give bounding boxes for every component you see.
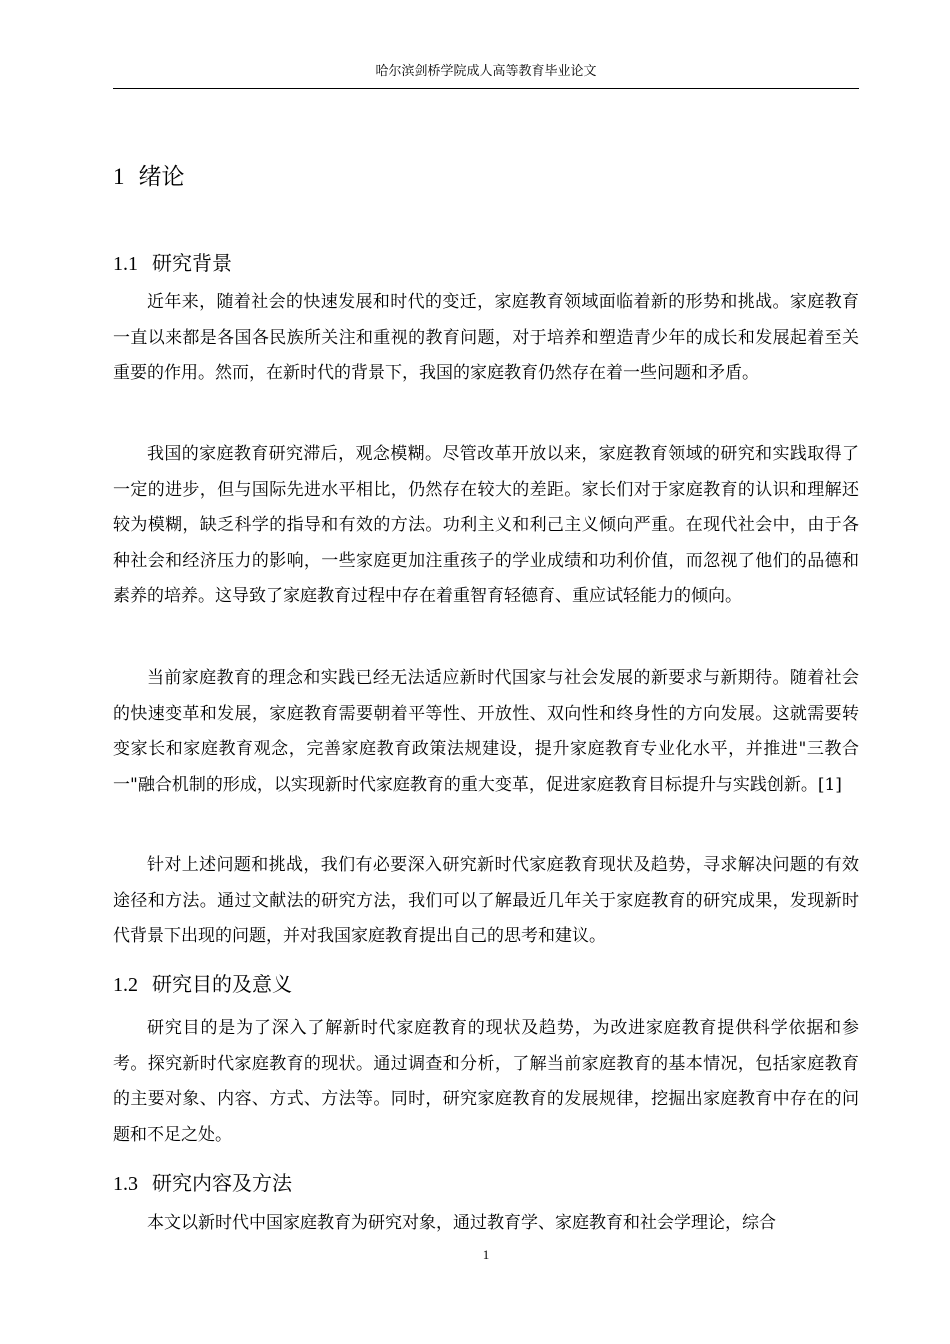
section-title-text: 研究背景 (152, 251, 232, 275)
paragraph: 近年来，随着社会的快速发展和时代的变迁，家庭教育领域面临着新的形势和挑战。家庭教育一直以来都是各国各民族所关注和重视的教育问题，对于培养和塑造青少年的成长和发展起着至关重要的作用。然而，在新时代的背景下，我国的家庭教育仍然存在着一些问题和矛盾。 (113, 292, 859, 383)
paragraph: 本文以新时代中国家庭教育为研究对象，通过教育学、家庭教育和社会学理论，综合 (147, 1213, 776, 1233)
section-title-1-3 (113, 1168, 292, 1199)
section-number: 1.2 (113, 974, 138, 996)
chapter-title-text: 绪论 (138, 164, 185, 190)
paragraph: 研究目的是为了深入了解新时代家庭教育的现状及趋势，为改进家庭教育提供科学依据和参考。探究新时代家庭教育的现状。通过调查和分析，了解当前家庭教育的基本情况，包括家庭教育的主要对象、内容、方式、方法等。同时，研究家庭教育的发展规律，挖掘出家庭教育中存在的问题和不足之处。 (113, 1018, 859, 1145)
paragraph: 我国的家庭教育研究滞后，观念模糊。尽管改革开放以来，家庭教育领域的研究和实践取得了一定的进步，但与国际先进水平相比，仍然存在较大的差距。家长们对于家庭教育的认识和理解还较为模糊，缺乏科学的指导和有效的方法。功利主义和利己主义倾向严重。在现代社会中，由于各种社会和经济压力的影响，一些家庭更加注重孩子的学业成绩和功利价值，而忽视了他们的品德和素养的培养。这导致了家庭教育过程中存在着重智育轻德育、重应试轻能力的倾向。 (113, 444, 859, 606)
page-number: 1 (482, 1247, 490, 1262)
running-header: 哈尔滨剑桥学院成人高等教育毕业论文 (375, 64, 597, 79)
section-title-1-2 (113, 969, 292, 1000)
section-title-1-1 (113, 248, 232, 279)
paragraph: 当前家庭教育的理念和实践已经无法适应新时代国家与社会发展的新要求与新期待。随着社会的快速变革和发展，家庭教育需要朝着平等性、开放性、双向性和终身性的方向发展。这就需要转变家长和家庭教育观念，完善家庭教育政策法规建设，提升家庭教育专业化水平，并推进"三教合一"融合机制的形成，以实现新时代家庭教育的重大变革，促进家庭教育目标提升与实践创新。[1] (113, 668, 859, 795)
section-title-text: 研究目的及意义 (152, 972, 292, 996)
chapter-title (113, 160, 185, 194)
header-rule (113, 88, 859, 89)
chapter-number: 1 (113, 164, 125, 189)
paragraph: 针对上述问题和挑战，我们有必要深入研究新时代家庭教育现状及趋势，寻求解决问题的有效途径和方法。通过文献法的研究方法，我们可以了解最近几年关于家庭教育的研究成果，发现新时代背景下出现的问题，并对我国家庭教育提出自己的思考和建议。 (113, 855, 859, 946)
section-number: 1.3 (113, 1173, 138, 1195)
section-title-text: 研究内容及方法 (152, 1171, 292, 1195)
section-number: 1.1 (113, 253, 138, 275)
